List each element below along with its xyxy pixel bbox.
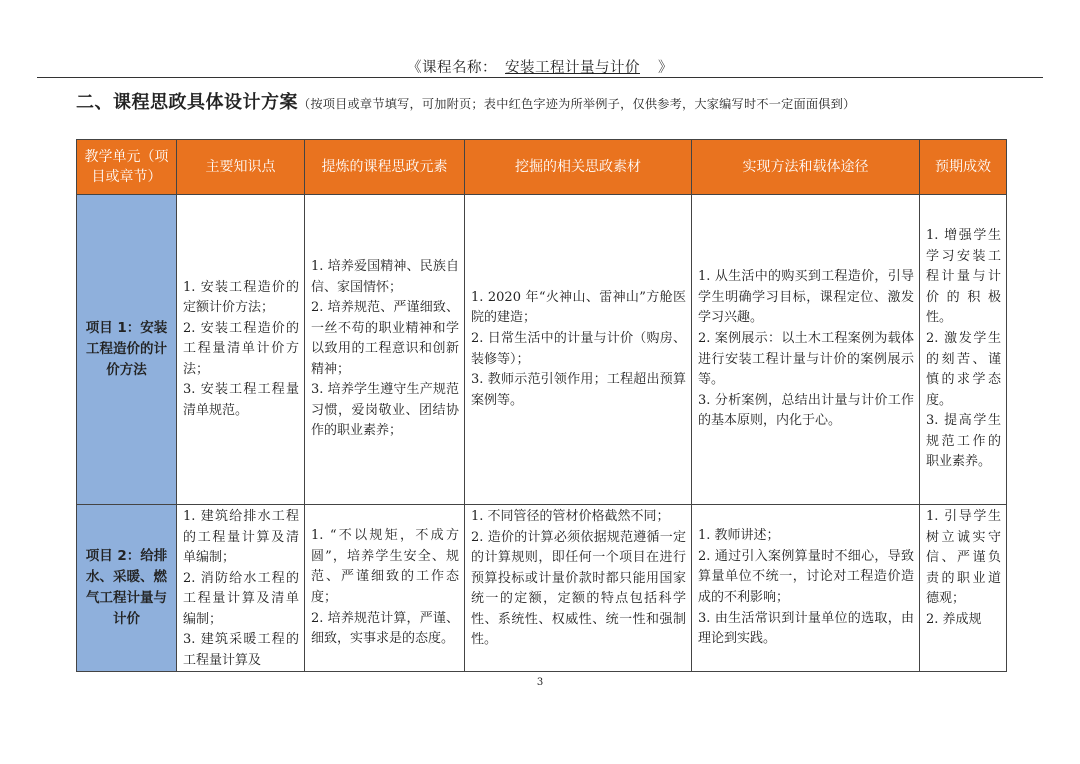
course-label-prefix: 《课程名称： xyxy=(407,60,497,76)
cell-line: 2. 养成规 xyxy=(926,611,982,627)
cell-line: 3. 培养学生遵守生产规范习惯，爱岗敬业、团结协作的职业素养； xyxy=(311,382,459,439)
column-header-methods: 实现方法和载体途径 xyxy=(692,140,920,195)
cell-line: 1. 建筑给排水工程的工程量计算及清单编制； xyxy=(183,509,299,566)
section-note: （按项目或章节填写，可加附页；表中红色字迹为所举例子，仅供参考，大家编写时不一定面面俱到） xyxy=(298,97,856,111)
cell-line: 1. 2020 年“火神山、雷神山”方舱医院的建造； xyxy=(471,289,686,326)
cell-line: 2. 激发学生的刻苦、谨慎的求学态度。 xyxy=(926,330,1001,408)
column-header-knowledge: 主要知识点 xyxy=(177,140,305,195)
table-row xyxy=(77,505,1007,672)
course-label-suffix: 》 xyxy=(658,60,673,76)
cell-line: 1. 从生活中的购买到工程造价，引导学生明确学习目标，课程定位、激发学习兴趣。 xyxy=(698,269,914,326)
table-header-row xyxy=(77,140,1007,195)
unit-cell: 项目 2：给排水、采暖、燃气工程计量与计价 xyxy=(77,505,177,672)
elements-cell xyxy=(305,195,465,505)
cell-line: 3. 建筑采暖工程的工程量计算及 xyxy=(183,632,299,668)
cell-line: 2. 造价的计算必须依据规范遵循一定的计算规则，即任何一个项目在进行预算投标或计量价款时都只能用国家统一的定额，定额的特点包括科学性、系统性、权威性、统一性和强制性。 xyxy=(471,529,686,648)
cell-line: 1. 引导学生树立诚实守信、严谨负责的职业道德观； xyxy=(926,509,1001,607)
design-plan-table xyxy=(76,139,1007,672)
cell-line: 3. 提高学生规范工作的职业素养。 xyxy=(926,413,1001,470)
cell-line: 3. 分析案例，总结出计量与计价工作的基本原则，内化于心。 xyxy=(698,392,914,429)
section-title: 二、课程思政具体设计方案 xyxy=(76,92,298,113)
column-header-materials: 挖掘的相关思政素材 xyxy=(465,140,692,195)
cell-line: 2. 培养规范计算，严谨、细致，实事求是的态度。 xyxy=(311,610,459,647)
cell-line: 2. 案例展示：以土木工程案例为载体进行安装工程计量与计价的案例展示等。 xyxy=(698,330,914,388)
cell-line: 3. 教师示范引领作用；工程超出预算案例等。 xyxy=(471,372,686,408)
methods-cell xyxy=(692,505,920,672)
cell-line: 1. 培养爱国精神、民族自信、家国情怀； xyxy=(311,259,459,295)
page-number: 3 xyxy=(536,677,544,688)
unit-cell: 项目 1：安装工程造价的计价方法 xyxy=(77,195,177,505)
table-row xyxy=(77,195,1007,505)
cell-line: 3. 由生活常识到计量单位的选取，由理论到实践。 xyxy=(698,610,914,647)
knowledge-cell xyxy=(177,505,305,672)
outcomes-cell xyxy=(920,505,1007,672)
cell-line: 2. 消防给水工程的工程量计算及清单编制； xyxy=(183,570,299,627)
cell-line: 1. 安装工程造价的定额计价方法； xyxy=(183,279,299,316)
cell-line: 3. 安装工程工程量清单规范。 xyxy=(183,382,299,418)
cell-line: 2. 通过引入案例算量时不细心，导致算量单位不统一，讨论对工程造价造成的不利影响； xyxy=(698,548,914,605)
materials-cell xyxy=(465,505,692,672)
outcomes-cell xyxy=(920,195,1007,505)
cell-line: 2. 培养规范、严谨细致、一丝不苟的职业精神和学以致用的工程意识和创新精神； xyxy=(311,300,459,377)
methods-cell xyxy=(692,195,920,505)
cell-line: 1. “不以规矩，不成方圆”，培养学生安全、规范、严谨细致的工作态度； xyxy=(311,528,459,605)
cell-line: 1. 不同管径的管材价格截然不同； xyxy=(471,509,670,524)
page-header xyxy=(0,56,1080,77)
column-header-unit: 教学单元（项目或章节） xyxy=(77,140,177,195)
section-heading xyxy=(76,88,1066,114)
cell-line: 2. 安装工程造价的工程量清单计价方法； xyxy=(183,320,299,377)
cell-line: 1. 教师讲述； xyxy=(698,528,780,544)
knowledge-cell xyxy=(177,195,305,505)
cell-line: 1. 增强学生学习安装工程计量与计价的积极性。 xyxy=(926,228,1001,326)
elements-cell xyxy=(305,505,465,672)
course-name: 安装工程计量与计价 xyxy=(505,60,640,76)
materials-cell xyxy=(465,195,692,505)
header-rule xyxy=(37,77,1043,78)
cell-line: 2. 日常生活中的计量与计价（购房、装修等）； xyxy=(471,330,686,367)
column-header-elements: 提炼的课程思政元素 xyxy=(305,140,465,195)
column-header-outcomes: 预期成效 xyxy=(920,140,1007,195)
